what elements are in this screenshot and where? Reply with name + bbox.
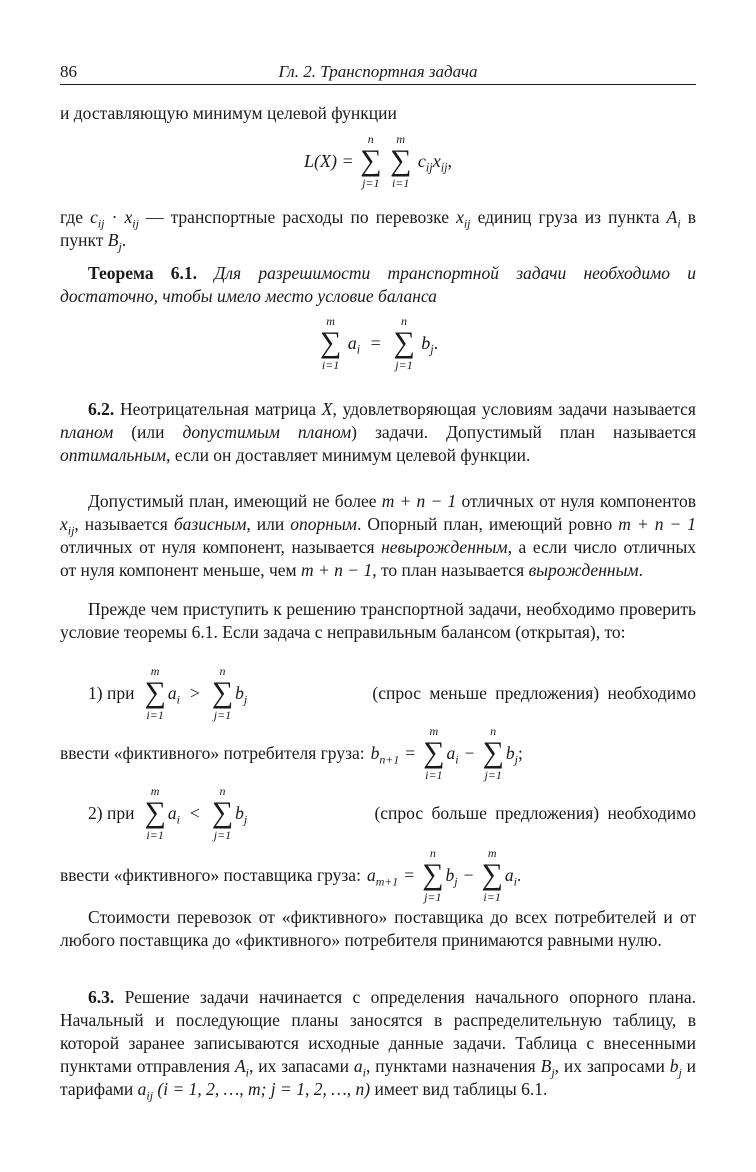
page-header bbox=[60, 60, 696, 85]
paragraph-where: где $c_{ij} \cdot x_{ij}$ — транспортные расходы по перевозке $x_{ij}$ единиц груза из пункта $A_i$ в пункт $B_j$. bbox=[60, 207, 696, 254]
sum-symbol: m ∑ i=1 bbox=[319, 314, 342, 372]
sum-symbol: n ∑ j=1 bbox=[393, 314, 415, 372]
formula-balance: m ∑ i=1 $a_i$ = n ∑ j=1 $b_j$. bbox=[319, 314, 439, 372]
sum-symbol: n ∑ j=1 bbox=[422, 846, 444, 904]
formula-term: $c_{ij}x_{ij}$, bbox=[417, 150, 453, 175]
sum-symbol: n ∑ j=1 bbox=[360, 132, 382, 190]
theorem-6-1 bbox=[60, 262, 696, 308]
case-2-line: 2) при m ∑ i=1 $a_i$ < n ∑ j=1 $b_j$ (спрос больше предложения) необходимо bbox=[88, 784, 696, 842]
section-6-2: 6.2. Неотрицательная матрица X, удовлетворяющая условиям задачи называется планом (или допустимым планом) задачи. Допустимый план называется оптимальным, если он доставляет минимум целевой функции. bbox=[60, 399, 697, 465]
section-number: 6.3. bbox=[88, 987, 115, 1007]
theorem-label: Теорема 6.1. bbox=[88, 263, 198, 283]
sum-symbol: m ∑ i=1 bbox=[390, 132, 412, 190]
section-6-3: 6.3. Решение задачи начинается с определения начального опорного плана. Начальный и последующие планы заносятся в распределительную таблицу, в которой заранее записываются исходные данные задачи. Таблица с внесенными пунктами отправления $A_i$, их запасами $a_i$, пунктами назначения $B_j$, их запросами $b_j$ и тарифами $a_{ij}$ (i = 1, 2, …, m; j = 1, 2, …, n) имеет вид таблицы 6.1. bbox=[60, 987, 697, 1103]
case-1-line: 1) при m ∑ i=1 $a_i$ > n ∑ j=1 $b_j$ (спрос меньше предложения) необходимо bbox=[88, 664, 696, 722]
case-1-formula: ввести «фиктивного» потребителя груза: $b_{n+1}$ = m ∑ i=1 $a_i$ − n ∑ j=1 $b_j$; bbox=[60, 724, 523, 782]
section-number: 6.2. bbox=[88, 399, 115, 419]
paragraph-costs: Стоимости перевозок от «фиктивного» поставщика до всех потребителей и от любого поставщика до «фиктивного» потребителя принимаются равными нулю. bbox=[60, 907, 696, 950]
formula-objective bbox=[60, 132, 696, 190]
running-title: Гл. 2. Транспортная задача bbox=[278, 62, 478, 81]
page-number: 86 bbox=[60, 62, 77, 81]
sum-symbol: m ∑ i=1 bbox=[423, 724, 445, 782]
theorem-text: Для разрешимости транспортной задачи необходимо и достаточно, чтобы имело место условие баланса bbox=[60, 263, 697, 306]
paragraph-before: Прежде чем приступить к решению транспортной задачи, необходимо проверить условие теоремы 6.1. Если задача с неправильным балансом (открытая), то: bbox=[60, 599, 696, 642]
sum-symbol: n ∑ j=1 bbox=[482, 724, 504, 782]
formula-lhs: L(X) = bbox=[303, 150, 354, 171]
sum-symbol: n ∑ j=1 bbox=[211, 784, 234, 842]
paragraph-basis: Допустимый план, имеющий не более m + n − 1 отличных от нуля компонентов $x_{ij}$, называется базисным, или опорным. Опорный план, имеющий ровно m + n − 1 отличных от нуля компонент, называется невырожденным, а если число отличных от нуля компонент меньше, чем m + n − 1, то план называется вырожденным. bbox=[60, 491, 697, 580]
sum-symbol: m ∑ i=1 bbox=[481, 846, 503, 904]
sum-symbol: n ∑ j=1 bbox=[211, 664, 234, 722]
text-line-intro: и доставляющую минимум целевой функции bbox=[60, 103, 397, 123]
case-2-formula: ввести «фиктивного» поставщика груза: $a_{m+1}$ = n ∑ j=1 $b_j$ − m ∑ i=1 $a_i$. bbox=[60, 846, 522, 904]
sum-symbol: m ∑ i=1 bbox=[144, 664, 166, 722]
sum-symbol: m ∑ i=1 bbox=[144, 784, 166, 842]
